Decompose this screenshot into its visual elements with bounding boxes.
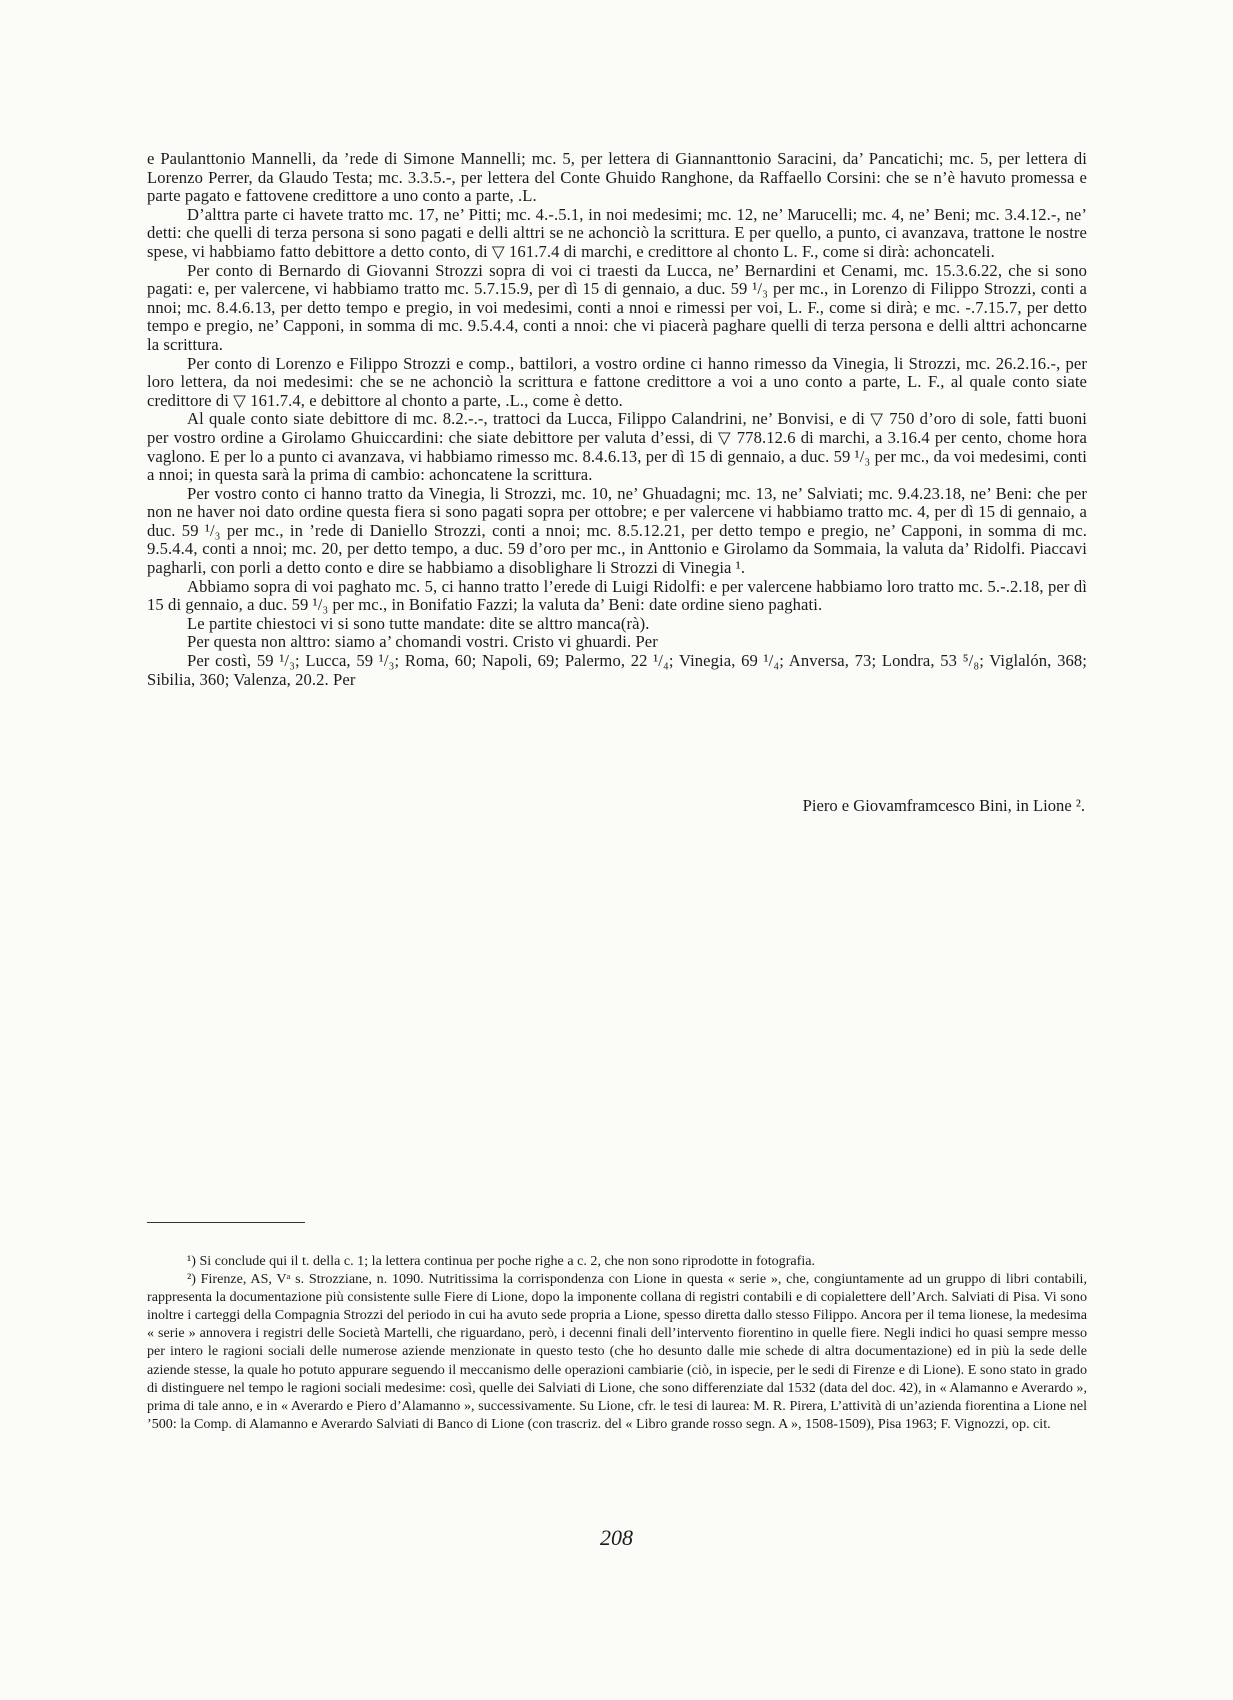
- paragraph-4: Per conto di Lorenzo e Filippo Strozzi e comp., battilori, a vostro ordine ci hanno rimesso da Vinegia, li Strozzi, mc. 26.2.16.-, per loro lettera, da noi medesimi: che se ne achonciò la scrittura e fattone credittore a voi a uno conto a parte, L. F., al quale conto siate credittore di ▽ 161.7.4, e debittore al chonto a parte, .L., come è detto.: [147, 353, 1087, 410]
- exchange-rates-paragraph: Per costì, 59 ¹/₃; Lucca, 59 ¹/₃; Roma, 60; Napoli, 69; Palermo, 22 ¹/₄; Vinegia, 69 ¹/₄; Anversa, 73; Londra, 53 ⁵/₈; Viglalón, 368; Sibilia, 360; Valenza, 20.2. Per: [147, 651, 1087, 689]
- footnote-2: ²) Firenze, AS, Vᵃ s. Strozziane, n. 1090. Nutritissima la corrispondenza con Lione in questa « serie », che, congiuntamente ad un gruppo di libri contabili, rappresenta la documentazione più consistente sulle Fiere di Lione, dopo la imponente collana di registri contabili e di copialettere dell’Arch. Salviati di Pisa. Vi sono inoltre i carteggi della Compagnia Strozzi del periodo in cui ha avuto sede propria a Lione, spesso diretta dallo stesso Filippo. Ancora per il tema lionese, la medesima « serie » annovera i registri delle Società Martelli, che riguardano, però, i decenni finali dell’intervento fiorentino in quelle fiere. Negli indici ho quasi sempre messo per intero le ragioni sociali delle numerose aziende menzionate in questo testo (che ho desunto dalle mie schede di altra documentazione) ed in più la sede delle aziende stesse, la quale ho potuto appurare seguendo il meccanismo delle operazioni cambiarie (ciò, in ispecie, per le sedi di Firenze e di Lione). E sono stato in grado di distinguere nel tempo le ragioni sociali medesime: così, quelle dei Salviati di Lione, che sono differenziate dal 1532 (data del doc. 42), in « Alamanno e Averardo », prima di tale anno, e in « Averardo e Piero d’Alamanno », successivamente. Su Lione, cfr. le tesi di laurea: M. R. Pirera, L’attività di un’azienda fiorentina a Lione nel ’500: la Comp. di Alamanno e Averardo Salviati di Banco di Lione (con trascriz. del « Libro grande rosso segn. A », 1508-1509), Pisa 1963; F. Vignozzi, op. cit.: [147, 1271, 1087, 1432]
- paragraph-5: Al quale conto siate debittore di mc. 8.2.-.-, trattoci da Lucca, Filippo Calandrini, ne’ Bonvisi, e di ▽ 750 d’oro di sole, fatti buoni per vostro ordine a Girolamo Ghuiccardini: che siate debittore per valuta d’essi, di ▽ 778.12.6 di marchi, a 3.16.4 per cento, chome hora vaglono. E per lo a punto ci avanzava, vi habbiamo rimesso mc. 8.4.6.13, per dì 15 di gennaio, a duc. 59 ¹/₃ per mc., da voi medesimi, conti a nnoi; in questa sarà la prima di cambio: achoncatene la scrittura.: [147, 409, 1087, 485]
- paragraph-8: Le partite chiestoci vi si sono tutte mandate: dite se alttro manca(rà).: [187, 613, 650, 633]
- paragraph-6: Per vostro conto ci hanno tratto da Vinegia, li Strozzi, mc. 10, ne’ Ghuadagni; mc. 13, ne’ Salviati; mc. 9.4.23.18, ne’ Beni: che per non ne haver noi dato ordine questa fiera si sono pagati sopra per ottobre; e per valercene vi habbiamo tratto mc. 4, per dì 15 di gennaio, a duc. 59 ¹/₃ per mc., in ’rede di Daniello Strozzi, conti a nnoi; mc. 8.5.12.21, per detto tempo e pregio, ne’ Capponi, in somma di mc. 9.5.4.4, conti a nnoi; mc. 20, per detto tempo, a duc. 59 d’oro per mc., in Anttonio e Girolamo da Sommaia, la valuta da’ Ridolfi. Piaccavi pagharli, con porli a detto conto e dire se habbiamo a disoblighare li Strozzi di Vinegia ¹.: [147, 483, 1087, 578]
- paragraph-1: e Paulanttonio Mannelli, da ’rede di Simone Mannelli; mc. 5, per lettera di Giannanttonio Saracini, da’ Pancatichi; mc. 5, per lettera di Lorenzo Perrer, da Glaudo Testa; mc. 3.3.5.-, per lettera del Conte Ghuido Ranghone, da Raffaello Corsini: che se n’è havuto promessa e parte pagato e fattovene credittore a uno conto a parte, .L.: [147, 149, 1087, 206]
- footnote-1: ¹) Si conclude qui il t. della c. 1; la lettera continua per poche righe a c. 2, che non sono riprodotte in fotografia.: [187, 1253, 816, 1269]
- page-number: 208: [600, 1525, 633, 1550]
- paragraph-2: D’alttra parte ci havete tratto mc. 17, ne’ Pitti; mc. 4.-.5.1, in noi medesimi; mc. 12, ne’ Marucelli; mc. 4, ne’ Beni; mc. 3.4.12.-, ne’ detti: che quelli di terza persona si sono pagati e delli alttri se ne achonciò la scrittura. E per quello, a punto, ci avanzava, trattone le nostre spese, vi habbiamo fatto debittore a detto conto, di ▽ 161.7.4 di marchi, e credittore al chonto L. F., come si dirà: achoncateli.: [147, 204, 1087, 261]
- paragraph-7: Abbiamo sopra di voi paghato mc. 5, ci hanno tratto l’erede di Luigi Ridolfi: e per valercene habbiamo loro tratto mc. 5.-.2.18, per dì 15 di gennaio, a duc. 59 ¹/₃ per mc., in Bonifatio Fazzi; la valuta da’ Beni: date ordine sieno paghati.: [147, 576, 1087, 615]
- paragraph-3: Per conto di Bernardo di Giovanni Strozzi sopra di voi ci traesti da Lucca, ne’ Bernardini et Cenami, mc. 15.3.6.22, che si sono pagati: e, per valercene, vi habbiamo tratto mc. 5.7.15.9, per dì 15 di gennaio, a duc. 59 ¹/₃ per mc., in Lorenzo di Filippo Strozzi, conti a nnoi; mc. 8.4.6.13, per detto tempo e pregio, in voi medesimi, conti a nnoi e rimessi per voi, L. F., come si dirà; e mc. -.7.15.7, per detto tempo e pregio, ne’ Capponi, in somma di mc. 9.5.4.4, conti a nnoi: che vi piacerà paghare quelli di terza persona e delli alttri achoncarne la scrittura.: [147, 260, 1087, 354]
- signature: Piero e Giovamframcesco Bini, in Lione ².: [802, 796, 1085, 815]
- letter-body: [147, 150, 1087, 689]
- paragraph-9: Per questa non alttro: siamo a’ chomandi vostri. Cristo vi ghuardi. Per: [187, 632, 658, 652]
- footnotes: [147, 1252, 1087, 1433]
- footnote-separator: [147, 1222, 305, 1223]
